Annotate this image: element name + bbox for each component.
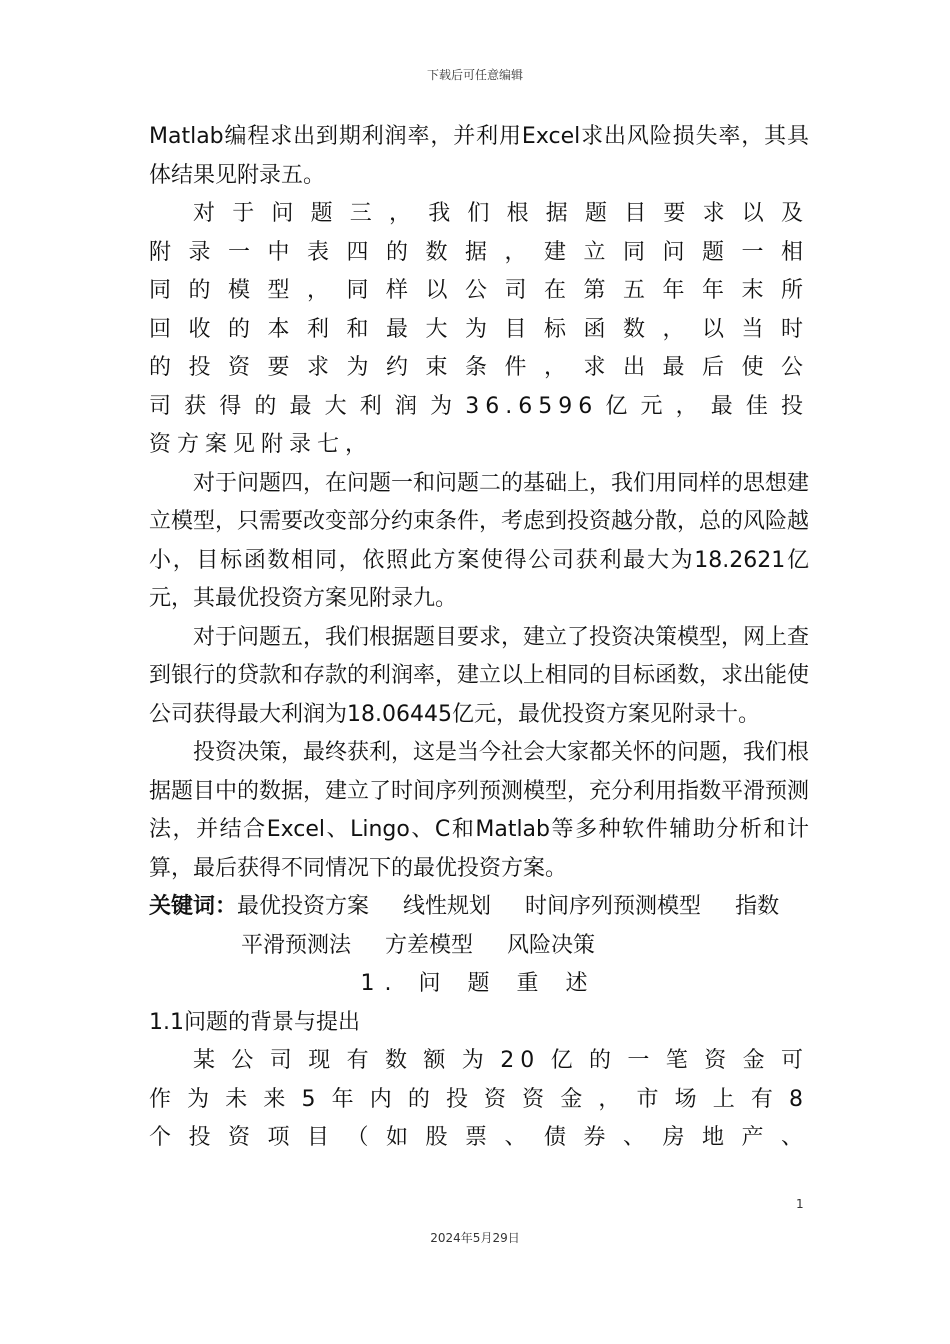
section-body-line: 个投资项目（如股票、债券、房地产、	[149, 1125, 809, 1150]
paragraph-2-line: 同的模型，同样以公司在第五年年末所	[149, 278, 809, 303]
paragraph-4: 对于问题五，我们根据题目要求，建立了投资决策模型，网上查到银行的贷款和存款的利润率，建立以上相同的目标函数，求出能使公司获得最大利润为18.06445亿元，最优投资方案见附录十。	[149, 624, 810, 727]
keyword: 平滑预测法	[241, 932, 352, 958]
paragraph-2-line: 回收的本利和最大为目标函数，以当时	[149, 316, 809, 342]
paragraph-5: 投资决策，最终获利，这是当今社会大家都关怀的问题，我们根据题目中的数据，建立了时间序列预测模型，充分利用指数平滑预测法，并结合Excel、Lingo、C和Matlab等多种软件辅助分析和计算，最后获得不同情况下的最优投资方案。	[149, 740, 810, 881]
section-title: 1. 问 题 重 述	[360, 971, 598, 996]
keyword: 风险决策	[507, 932, 596, 958]
paragraph-2-line: 附录一中表四的数据，建立同问题一相	[149, 239, 809, 265]
paragraph-3: 对于问题四，在问题一和问题二的基础上，我们用同样的思想建立模型，只需要改变部分约束条件，考虑到投资越分散，总的风险越小，目标函数相同，依照此方案使得公司获利最大为18.2621亿元，其最优投资方案见附录九。	[149, 470, 810, 611]
page-header: 下载后可任意编辑	[426, 68, 523, 82]
paragraph-1: Matlab编程求出到期利润率，并利用Excel求出风险损失率，其具体结果见附录五。	[149, 124, 809, 188]
document-body	[149, 118, 809, 1158]
keywords-label: 关键词：	[149, 894, 238, 919]
keyword: 方差模型	[385, 932, 474, 958]
paragraph-2-line: 司获得的最大利润为36.6596亿元，最佳投	[149, 393, 809, 419]
section-body	[149, 1042, 809, 1158]
footer-date: 2024年5月29日	[430, 1231, 520, 1245]
paragraph-2	[149, 195, 809, 465]
keyword: 时间序列预测模型	[525, 894, 702, 919]
keywords	[149, 888, 809, 965]
keyword: 指数	[735, 894, 780, 919]
keyword: 线性规划	[403, 894, 492, 919]
section-body-line: 某公司现有数额为20亿的一笔资金可	[193, 1048, 809, 1073]
paragraph-2-line: 的投资要求为约束条件，求出最后使公	[149, 355, 809, 380]
paragraph-2-line: 资方案见附录七，	[149, 432, 374, 457]
keywords-line-2	[149, 927, 809, 966]
paragraph-2-line: 对于问题三，我们根据题目要求以及	[193, 201, 809, 226]
section-body-line: 作为未来5年内的投资资金，市场上有8	[149, 1086, 809, 1112]
subsection-title: 1.1问题的背景与提出	[149, 1009, 360, 1035]
page-number: 1	[796, 1197, 804, 1211]
keyword: 最优投资方案	[237, 894, 370, 919]
